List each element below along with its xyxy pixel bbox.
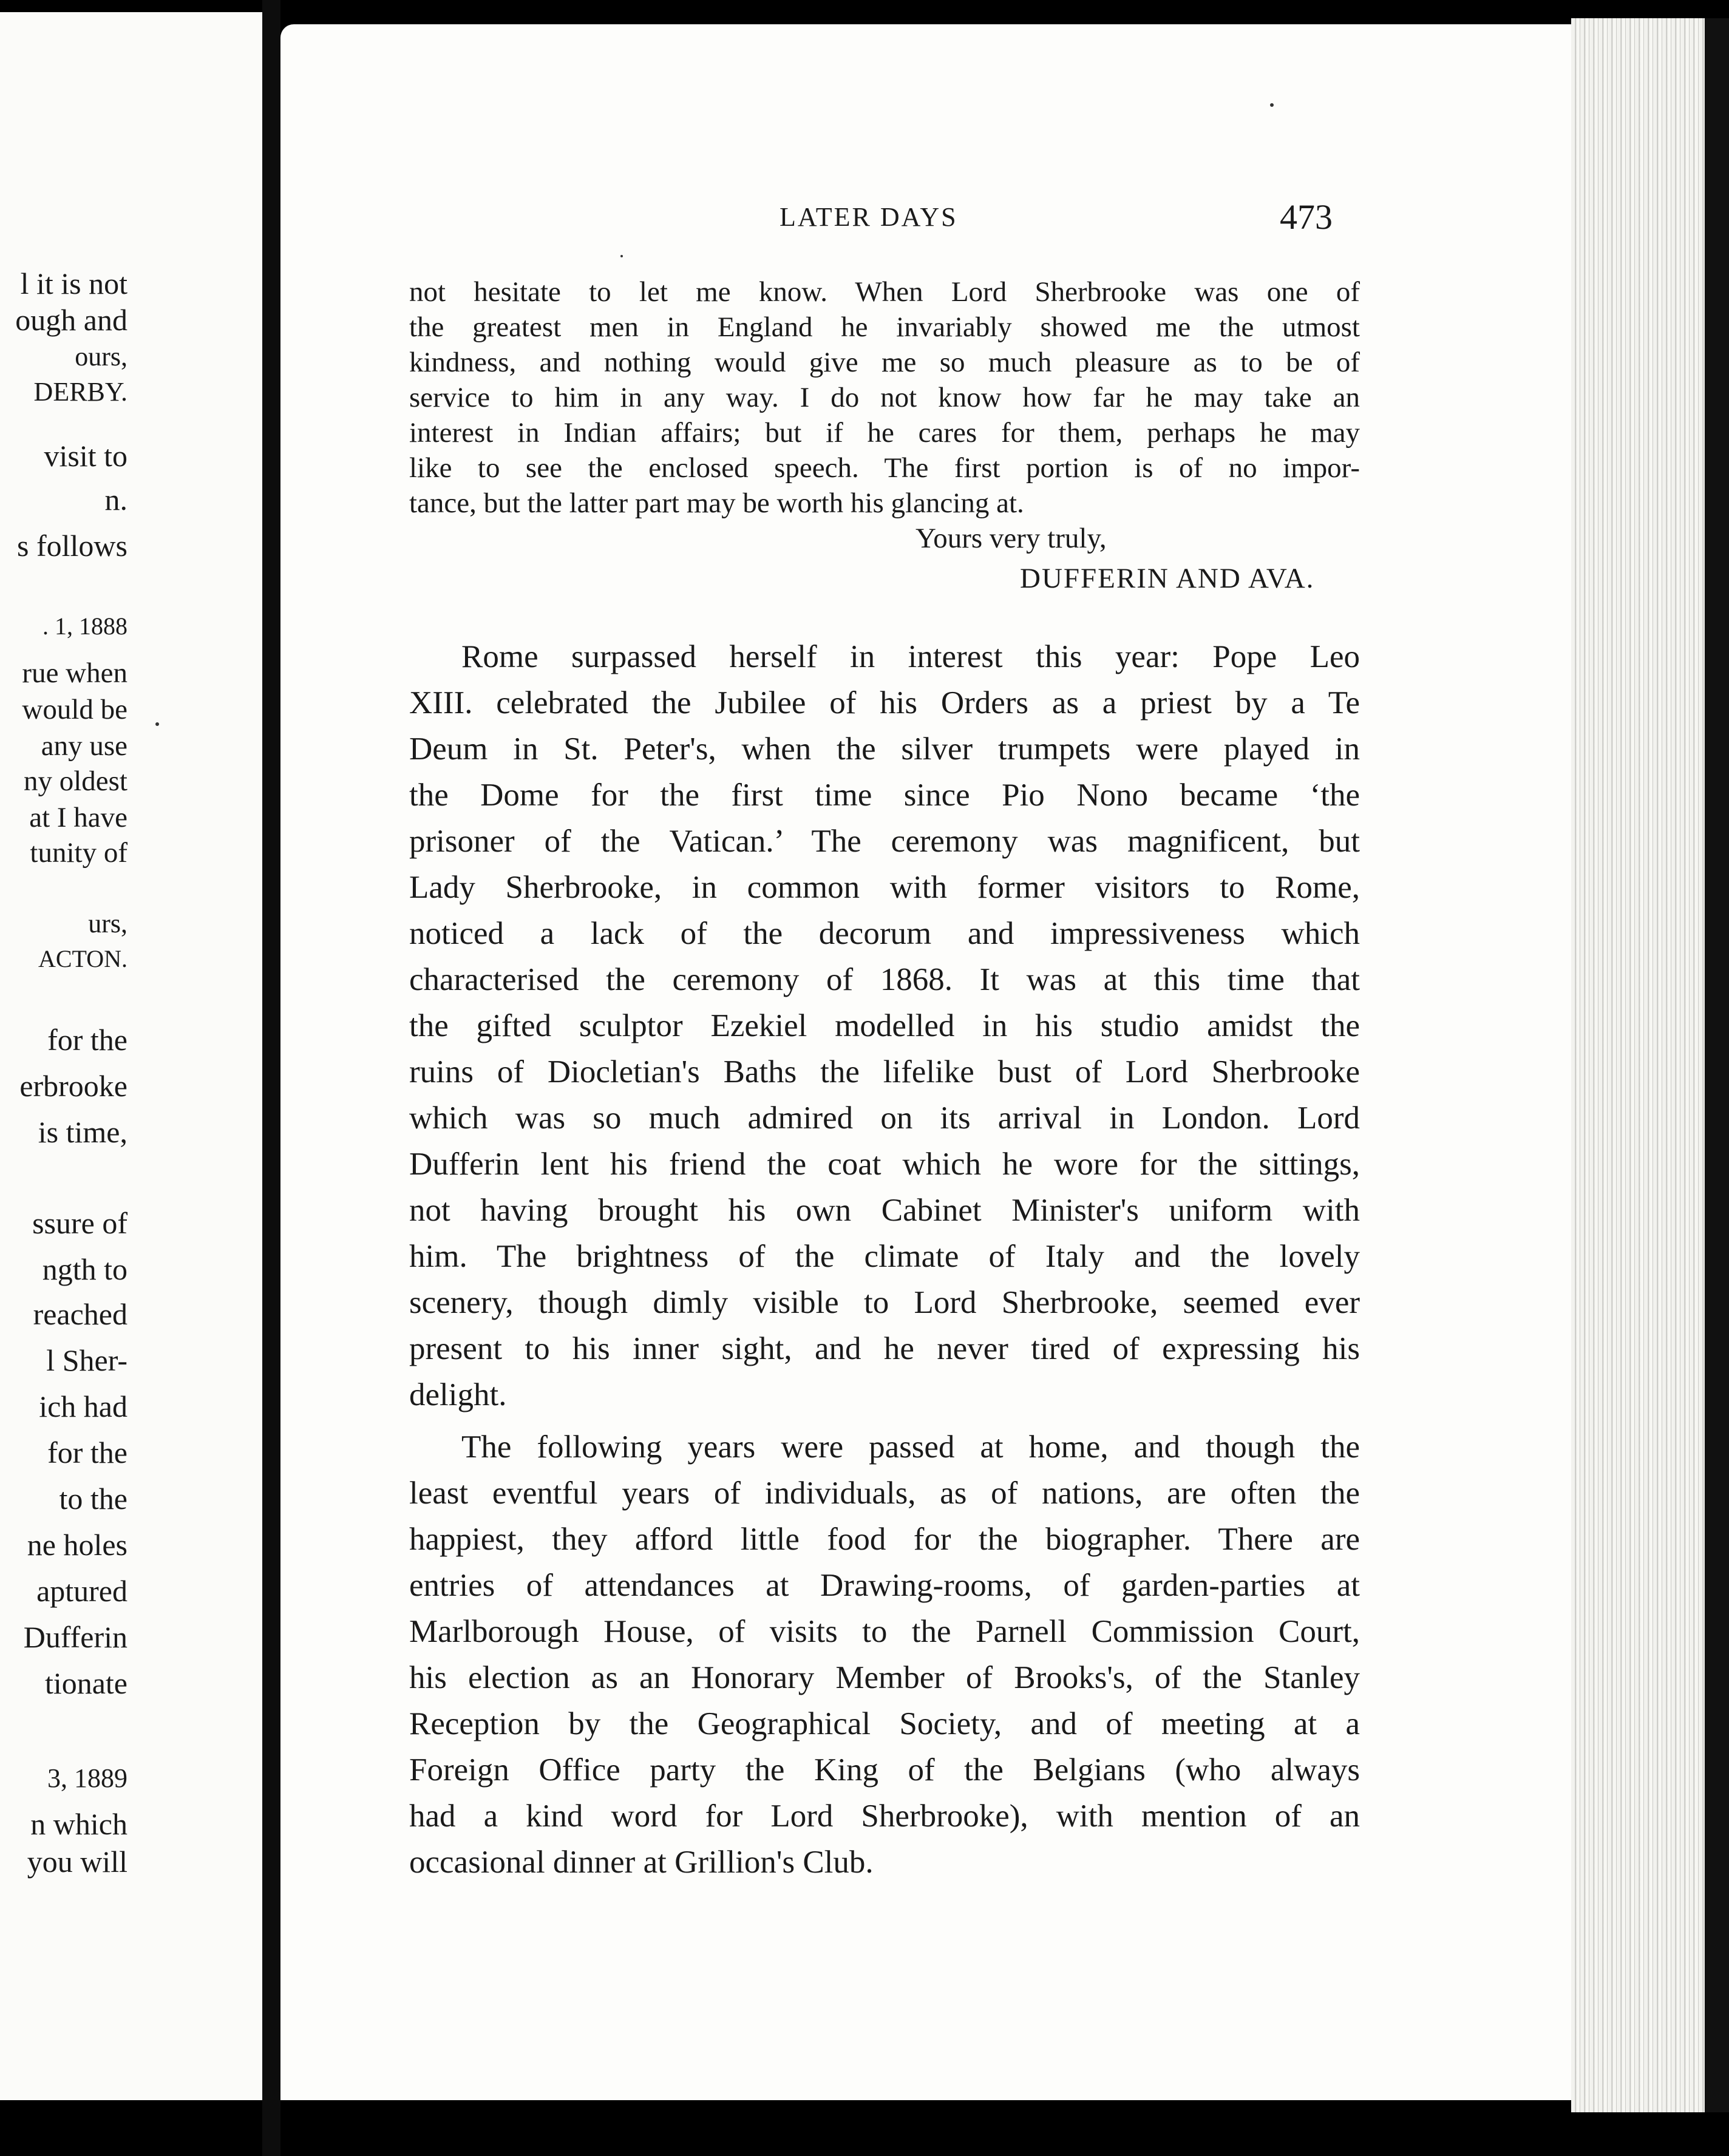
left-page-fragment: visit to [44, 439, 127, 473]
paragraph-line: Foreign Office party the King of the Belgians (who always [409, 1752, 1360, 1788]
left-page-fragment: for the [47, 1436, 127, 1470]
left-page-fragment: you will [27, 1845, 127, 1879]
letter-signature: DUFFERIN AND AVA. [1020, 563, 1315, 594]
left-page-fragment: to the [59, 1482, 127, 1516]
facing-page-left [0, 12, 264, 2100]
paragraph-line: Rome surpassed herself in interest this year: Pope Leo [461, 639, 1360, 674]
ink-speck [620, 255, 623, 257]
paragraph-line: delight. [409, 1377, 507, 1412]
left-page-fragment: 3, 1889 [47, 1763, 127, 1793]
letter-line: not hesitate to let me know. When Lord Sherbrooke was one of [409, 276, 1360, 308]
paragraph-line: noticed a lack of the decorum and impressiveness which [409, 916, 1360, 951]
paragraph-line: Marlborough House, of visits to the Parnell Commission Court, [409, 1614, 1360, 1649]
paragraph-line: XIII. celebrated the Jubilee of his Orders as a priest by a Te [409, 685, 1360, 720]
page-stack-edges [1571, 18, 1729, 2112]
letter-line: like to see the enclosed speech. The first portion is of no impor- [409, 452, 1360, 484]
left-page-fragment: urs, [88, 909, 127, 938]
left-page-fragment: ich had [39, 1389, 127, 1423]
page-header [280, 197, 1571, 244]
letter-line: the greatest men in England he invariably showed me the utmost [409, 311, 1360, 343]
paragraph-line: The following years were passed at home, and though the [461, 1429, 1360, 1465]
paragraph-line: scenery, though dimly visible to Lord Sherbrooke, seemed ever [409, 1285, 1360, 1320]
left-page-fragment: ne holes [27, 1528, 127, 1562]
running-head: LATER DAYS [780, 202, 958, 232]
paragraph-line: Lady Sherbrooke, in common with former visitors to Rome, [409, 870, 1360, 905]
paragraph-line: happiest, they afford little food for the biographer. There are [409, 1522, 1360, 1557]
left-page-fragment: aptured [36, 1574, 127, 1608]
paragraph-line: occasional dinner at Grillion's Club. [409, 1845, 874, 1880]
paragraph-line: entries of attendances at Drawing-rooms, of garden-parties at [409, 1568, 1360, 1603]
paragraph-line: which was so much admired on its arrival in London. Lord [409, 1100, 1360, 1136]
left-page-fragment: at I have [29, 802, 127, 833]
paragraph-line: not having brought his own Cabinet Minister's uniform with [409, 1193, 1360, 1228]
book-gutter [262, 0, 280, 2156]
left-page-fragment: tunity of [30, 837, 127, 869]
left-page-fragment: ny oldest [23, 765, 127, 797]
paragraph-line: prisoner of the Vatican.’ The ceremony was magnificent, but [409, 824, 1360, 859]
paragraph-line: Reception by the Geographical Society, and of meeting at a [409, 1706, 1360, 1741]
letter-line: service to him in any way. I do not know how far he may take an [409, 382, 1360, 413]
letter-line: tance, but the latter part may be worth his glancing at. [409, 487, 1024, 519]
left-page-fragment: would be [22, 694, 127, 725]
left-page-fragment: l Sher- [46, 1343, 127, 1377]
left-page-fragment: rue when [22, 657, 127, 689]
left-page-fragment: erbrooke [19, 1069, 127, 1103]
paragraph-line: present to his inner sight, and he never tired of expressing his [409, 1331, 1360, 1366]
left-page-fragment: DERBY. [33, 377, 127, 407]
paragraph-line: least eventful years of individuals, as of nations, are often the [409, 1476, 1360, 1511]
left-page-fragment: ACTON. [38, 945, 127, 972]
book-page [280, 24, 1571, 2100]
paragraph-line: the Dome for the first time since Pio Nono became ‘the [409, 778, 1360, 813]
left-page-fragment: . 1, 1888 [42, 612, 127, 640]
ink-speck [155, 722, 159, 726]
left-page-fragment: s follows [17, 529, 127, 563]
left-page-fragment: ngth to [42, 1252, 127, 1286]
left-page-fragment: any use [41, 730, 127, 762]
left-page-fragment: ough and [15, 303, 127, 337]
paragraph-line: ruins of Diocletian's Baths the lifelike bust of Lord Sherbrooke [409, 1054, 1360, 1090]
letter-closing: Yours very truly, [915, 523, 1107, 554]
paragraph-line: him. The brightness of the climate of Italy and the lovely [409, 1239, 1360, 1274]
page-number: 473 [1280, 197, 1333, 237]
paragraph-line: the gifted sculptor Ezekiel modelled in his studio amidst the [409, 1008, 1360, 1043]
left-page-fragment: reached [33, 1297, 127, 1331]
left-page-fragment: for the [47, 1023, 127, 1057]
letter-line: kindness, and nothing would give me so much pleasure as to be of [409, 347, 1360, 378]
left-page-fragment: n which [30, 1807, 127, 1841]
paragraph-line: his election as an Honorary Member of Brooks's, of the Stanley [409, 1660, 1360, 1695]
paragraph-line: Deum in St. Peter's, when the silver trumpets were played in [409, 731, 1360, 767]
left-page-fragment: tionate [44, 1666, 127, 1700]
paragraph-line: Dufferin lent his friend the coat which he wore for the sittings, [409, 1147, 1360, 1182]
left-page-fragment: n. [104, 483, 127, 517]
left-page-fragment: is time, [38, 1115, 127, 1149]
paragraph-line: had a kind word for Lord Sherbrooke), with mention of an [409, 1798, 1360, 1834]
left-page-fragment: l it is not [20, 266, 127, 300]
letter-line: interest in Indian affairs; but if he cares for them, perhaps he may [409, 417, 1360, 449]
left-page-fragment: ssure of [32, 1206, 127, 1240]
ink-speck [1270, 103, 1274, 107]
left-page-fragment: ours, [75, 342, 127, 371]
left-page-fragment: Dufferin [23, 1620, 127, 1654]
paragraph-line: characterised the ceremony of 1868. It was at this time that [409, 962, 1360, 997]
